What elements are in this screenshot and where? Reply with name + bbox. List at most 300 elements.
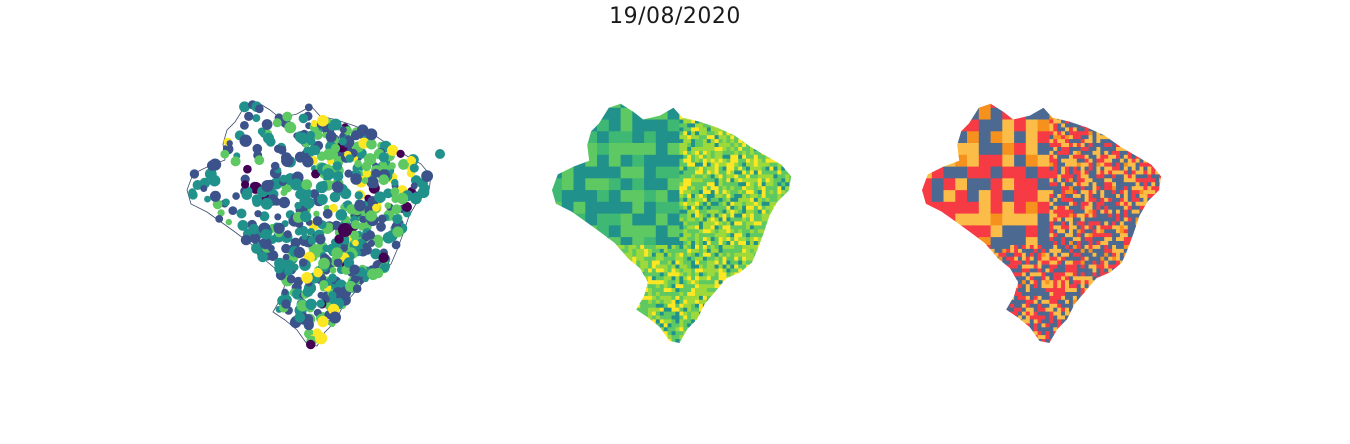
region-cell [703, 143, 707, 147]
region-cell [621, 335, 625, 339]
region-cell [715, 206, 719, 210]
region-cell [1061, 147, 1065, 151]
region-cell [1053, 202, 1057, 206]
region-cell [679, 221, 683, 225]
region-cell [726, 265, 730, 269]
region-cell [734, 253, 738, 257]
region-cell [687, 312, 691, 316]
region-cell [770, 163, 774, 167]
region-cell [1104, 108, 1108, 112]
region-cell [1081, 159, 1085, 163]
region-cell [738, 96, 742, 100]
region-cell [1140, 202, 1144, 206]
region-cell [1057, 245, 1061, 249]
region-cell [1155, 218, 1159, 222]
region-cell [715, 269, 719, 273]
region-cell [773, 304, 777, 308]
region-cell [589, 327, 593, 331]
region-cell [652, 327, 656, 331]
region-cell [1014, 167, 1026, 179]
region-cell [691, 190, 695, 194]
region-cell [679, 218, 683, 222]
region-cell [1116, 120, 1120, 124]
region-cell [754, 147, 758, 151]
region-cell [1061, 143, 1065, 147]
region-cell [770, 272, 774, 276]
region-cell [687, 171, 691, 175]
region-cell [1073, 131, 1077, 135]
region-cell [758, 198, 762, 202]
region-cell [632, 347, 636, 351]
municipality-point [392, 226, 403, 237]
region-cell [675, 343, 679, 347]
region-cell [609, 202, 621, 214]
region-cell [781, 225, 785, 229]
region-cell [562, 351, 566, 355]
region-cell [683, 343, 687, 347]
region-cell [738, 233, 742, 237]
region-cell [581, 331, 585, 335]
region-cell [675, 312, 679, 316]
region-cell [719, 139, 723, 143]
region-cell [683, 116, 687, 120]
region-cell [1073, 190, 1077, 194]
region-cell [734, 296, 738, 300]
region-cell [1093, 147, 1097, 151]
region-cell [781, 163, 785, 167]
region-cell [1093, 194, 1097, 198]
region-cell [932, 178, 944, 190]
region-cell [742, 269, 746, 273]
region-cell [766, 237, 770, 241]
region-cell [1104, 233, 1108, 237]
region-cell [762, 233, 766, 237]
region-cell [766, 335, 770, 339]
region-cell [742, 237, 746, 241]
region-cell [734, 339, 738, 343]
region-cell [789, 159, 793, 163]
region-cell [652, 300, 656, 304]
region-cell [1151, 151, 1155, 155]
region-cell [605, 343, 609, 347]
region-cell [1132, 131, 1136, 135]
region-cell [683, 171, 687, 175]
region-cell [695, 347, 699, 351]
region-cell [789, 100, 793, 104]
region-cell [679, 210, 683, 214]
region-cell [770, 120, 774, 124]
region-cell [644, 347, 648, 351]
region-cell [566, 339, 570, 343]
region-cell [601, 257, 605, 261]
region-cell [762, 218, 766, 222]
region-cell [711, 182, 715, 186]
region-cell [1140, 120, 1144, 124]
region-cell [723, 112, 727, 116]
region-cell [785, 343, 789, 347]
region-cell [754, 284, 758, 288]
region-cell [1104, 241, 1108, 245]
region-cell [746, 194, 750, 198]
region-cell [738, 241, 742, 245]
region-cell [707, 308, 711, 312]
region-cell [1089, 159, 1093, 163]
region-cell [1120, 186, 1124, 190]
region-cell [750, 186, 754, 190]
region-cell [1132, 174, 1136, 178]
region-cell [679, 308, 683, 312]
region-cell [687, 241, 691, 245]
region-cell [656, 347, 660, 351]
region-cell [570, 272, 574, 276]
region-cell [581, 284, 585, 288]
region-cell [1002, 245, 1006, 249]
region-cell [1151, 108, 1155, 112]
region-cell [789, 202, 793, 206]
region-cell [762, 276, 766, 280]
region-cell [1132, 237, 1136, 241]
region-cell [695, 288, 699, 292]
region-cell [711, 174, 715, 178]
region-cell [734, 210, 738, 214]
region-cell [640, 339, 644, 343]
region-cell [711, 163, 715, 167]
region-cell [1089, 104, 1093, 108]
region-cell [668, 343, 672, 347]
region-cell [656, 225, 668, 237]
region-cell [711, 143, 715, 147]
region-cell [781, 249, 785, 253]
region-cell [1136, 190, 1140, 194]
region-cell [1053, 221, 1057, 225]
region-cell [1143, 96, 1147, 100]
region-cell [699, 225, 703, 229]
region-cell [955, 96, 967, 108]
region-cell [1002, 143, 1014, 155]
region-cell [762, 272, 766, 276]
region-cell [1151, 143, 1155, 147]
region-cell [695, 233, 699, 237]
region-cell [660, 288, 664, 292]
region-cell [589, 304, 593, 308]
region-cell [648, 323, 652, 327]
region-cell [562, 276, 566, 280]
region-cell [562, 257, 566, 261]
region-cell [672, 253, 676, 257]
region-cell [687, 292, 691, 296]
region-cell [1108, 123, 1112, 127]
region-cell [730, 292, 734, 296]
region-cell [1049, 241, 1053, 245]
region-cell [664, 288, 668, 292]
region-cell [617, 288, 621, 292]
region-cell [625, 347, 629, 351]
region-cell [550, 178, 562, 190]
region-cell [699, 237, 703, 241]
region-cell [726, 272, 730, 276]
region-cell [1112, 135, 1116, 139]
region-cell [730, 120, 734, 124]
region-cell [1155, 127, 1159, 131]
region-cell [695, 249, 699, 253]
region-cell [944, 120, 956, 132]
region-cell [758, 163, 762, 167]
region-cell [695, 280, 699, 284]
region-cell [762, 174, 766, 178]
region-cell [1061, 159, 1065, 163]
region-cell [664, 327, 668, 331]
region-cell [707, 178, 711, 182]
region-cell [758, 292, 762, 296]
municipality-point [336, 209, 348, 221]
region-cell [609, 335, 613, 339]
region-cell [699, 112, 703, 116]
region-cell [754, 253, 758, 257]
region-cell [711, 253, 715, 257]
region-cell [928, 245, 932, 249]
region-cell [1120, 202, 1124, 206]
region-cell [1136, 155, 1140, 159]
region-cell [766, 257, 770, 261]
region-cell [785, 147, 789, 151]
region-cell [628, 292, 632, 296]
region-cell [609, 245, 613, 249]
municipality-point [367, 176, 379, 188]
region-cell [936, 245, 940, 249]
region-cell [550, 120, 562, 132]
region-cell [687, 237, 691, 241]
region-cell [1136, 178, 1140, 182]
region-cell [738, 249, 742, 253]
region-cell [738, 292, 742, 296]
region-cell [742, 323, 746, 327]
region-cell [668, 304, 672, 308]
region-cell [648, 269, 652, 273]
region-cell [574, 343, 578, 347]
region-cell [742, 261, 746, 265]
region-cell [734, 155, 738, 159]
region-cell [1116, 202, 1120, 206]
region-cell [1108, 127, 1112, 131]
region-cell [703, 233, 707, 237]
region-cell [1120, 178, 1124, 182]
region-cell [1057, 143, 1061, 147]
region-cell [715, 316, 719, 320]
region-cell [617, 292, 621, 296]
region-cell [1061, 139, 1065, 143]
region-cell [679, 241, 683, 245]
region-cell [609, 108, 621, 120]
region-cell [754, 202, 758, 206]
region-cell [971, 245, 975, 249]
region-cell [675, 308, 679, 312]
region-cell [675, 269, 679, 273]
region-cell [742, 190, 746, 194]
region-cell [726, 135, 730, 139]
region-cell [703, 288, 707, 292]
region-cell [636, 351, 640, 355]
region-cell [777, 135, 781, 139]
region-cell [1147, 218, 1151, 222]
region-cell [1140, 155, 1144, 159]
region-cell [1128, 167, 1132, 171]
region-cell [1100, 233, 1104, 237]
region-cell [770, 178, 774, 182]
region-cell [1112, 116, 1116, 120]
region-cell [699, 198, 703, 202]
region-cell [1077, 210, 1081, 214]
region-cell [1085, 190, 1089, 194]
region-cell [636, 284, 640, 288]
region-cell [762, 331, 766, 335]
region-cell [1085, 229, 1089, 233]
region-cell [1120, 163, 1124, 167]
region-cell [656, 308, 660, 312]
points-map [150, 0, 490, 444]
region-cell [683, 202, 687, 206]
region-cell [628, 335, 632, 339]
region-cell [955, 225, 967, 237]
region-cell [734, 112, 738, 116]
region-cell [1073, 218, 1077, 222]
region-cell [1049, 108, 1053, 112]
region-cell [1057, 96, 1061, 100]
region-cell [1081, 96, 1085, 100]
region-cell [1155, 116, 1159, 120]
region-cell [707, 327, 711, 331]
region-cell [636, 335, 640, 339]
region-cell [777, 202, 781, 206]
region-cell [593, 331, 597, 335]
region-cell [762, 186, 766, 190]
region-cell [754, 296, 758, 300]
region-cell [617, 343, 621, 347]
region-cell [793, 218, 797, 222]
region-cell [766, 194, 770, 198]
region-cell [597, 167, 609, 179]
region-cell [1065, 186, 1069, 190]
region-cell [648, 327, 652, 331]
region-cell [574, 296, 578, 300]
region-cell [644, 214, 656, 226]
region-cell [762, 335, 766, 339]
region-cell [766, 171, 770, 175]
region-cell [711, 229, 715, 233]
region-cell [1147, 123, 1151, 127]
region-cell [719, 257, 723, 261]
region-cell [675, 292, 679, 296]
region-cell [770, 151, 774, 155]
region-cell [1128, 182, 1132, 186]
region-cell [707, 206, 711, 210]
region-cell [644, 312, 648, 316]
region-cell [1096, 163, 1100, 167]
region-cell [699, 331, 703, 335]
region-cell [1143, 159, 1147, 163]
region-cell [734, 327, 738, 331]
region-cell [597, 331, 601, 335]
region-cell [574, 288, 578, 292]
region-cell [1100, 171, 1104, 175]
region-cell [1081, 120, 1085, 124]
region-cell [1100, 229, 1104, 233]
region-cell [777, 182, 781, 186]
region-cell [589, 261, 593, 265]
region-cell [781, 316, 785, 320]
region-cell [789, 245, 793, 249]
region-cell [632, 351, 636, 355]
region-cell [621, 343, 625, 347]
region-cell [605, 304, 609, 308]
region-cell [707, 276, 711, 280]
region-cell [746, 214, 750, 218]
municipality-point [366, 210, 377, 221]
region-cell [1077, 96, 1081, 100]
region-cell [711, 225, 715, 229]
region-cell [723, 296, 727, 300]
region-cell [967, 190, 979, 202]
region-cell [1065, 127, 1069, 131]
region-cell [726, 233, 730, 237]
region-cell [679, 312, 683, 316]
region-cell [703, 221, 707, 225]
region-cell [589, 292, 593, 296]
region-cell [648, 245, 652, 249]
region-cell [1104, 96, 1108, 100]
region-cell [601, 245, 605, 249]
region-cell [738, 178, 742, 182]
region-cell [691, 108, 695, 112]
region-cell [628, 331, 632, 335]
region-cell [664, 245, 668, 249]
region-cell [593, 335, 597, 339]
region-cell [617, 253, 621, 257]
municipality-point [204, 196, 211, 203]
region-cell [1061, 186, 1065, 190]
region-cell [625, 245, 629, 249]
region-cell [675, 304, 679, 308]
region-cell [754, 304, 758, 308]
region-cell [723, 202, 727, 206]
municipality-point [323, 168, 335, 180]
region-cell [648, 296, 652, 300]
region-cell [1093, 100, 1097, 104]
region-cell [734, 292, 738, 296]
region-cell [730, 245, 734, 249]
municipality-point [274, 223, 285, 234]
region-cell [574, 120, 586, 132]
region-cell [589, 300, 593, 304]
region-cell [1116, 143, 1120, 147]
municipality-point [273, 118, 282, 127]
region-cell [656, 304, 660, 308]
region-cell [1085, 163, 1089, 167]
region-cell [609, 225, 621, 237]
region-cell [628, 249, 632, 253]
region-cell [675, 331, 679, 335]
region-cell [770, 155, 774, 159]
region-cell [1159, 206, 1163, 210]
region-cell [1096, 194, 1100, 198]
region-cell [1104, 163, 1108, 167]
region-cell [632, 292, 636, 296]
region-cell [707, 331, 711, 335]
region-cell [1077, 139, 1081, 143]
region-cell [589, 245, 593, 249]
region-cell [773, 116, 777, 120]
region-cell [742, 182, 746, 186]
region-cell [617, 284, 621, 288]
